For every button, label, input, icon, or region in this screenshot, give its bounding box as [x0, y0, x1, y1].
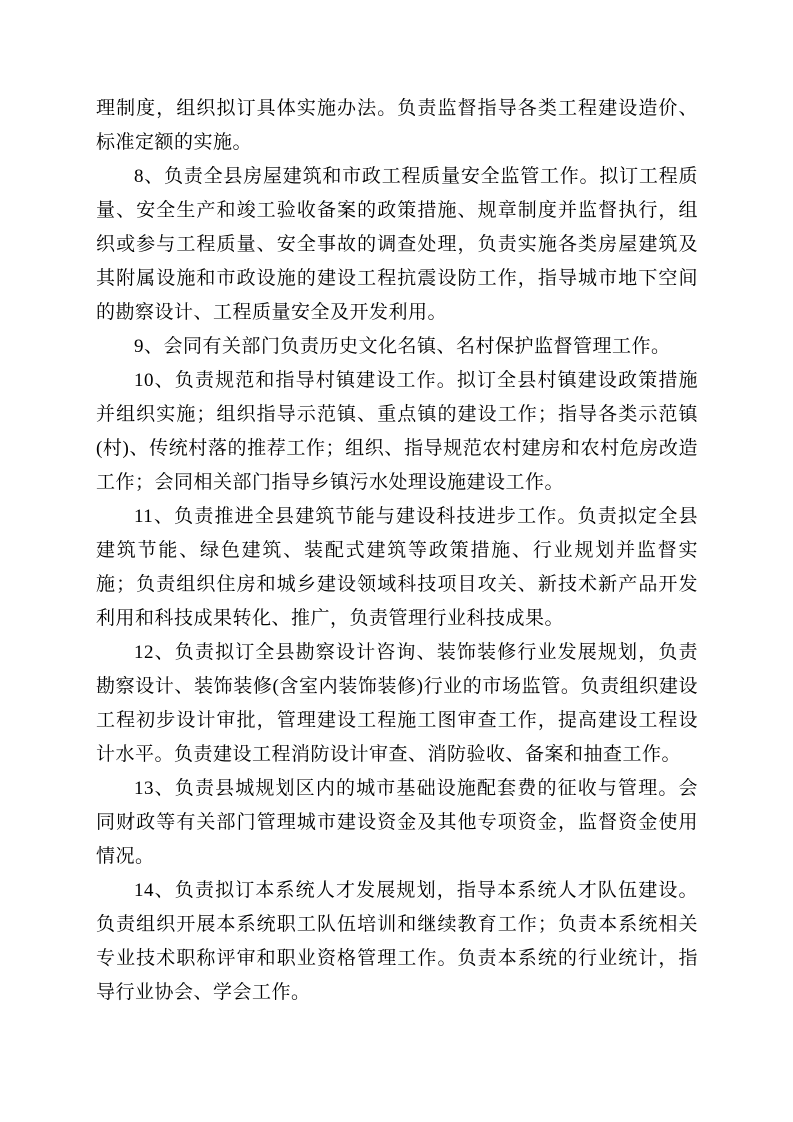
paragraph-item-10: 10、负责规范和指导村镇建设工作。拟订全县村镇建设政策措施并组织实施；组织指导示范镇、重点镇的建设工作；指导各类示范镇(村)、传统村落的推荐工作；组织、指导规范农村建房和农村危房改造工作；会同相关部门指导乡镇污水处理设施建设工作。 [96, 370, 698, 493]
paragraph-item-14: 14、负责拟订本系统人才发展规划，指导本系统人才队伍建设。负责组织开展本系统职工队伍培训和继续教育工作；负责本系统相关专业技术职称评审和职业资格管理工作。负责本系统的行业统计，指导行业协会、学会工作。 [96, 880, 698, 1003]
paragraph-item-9: 9、会同有关部门负责历史文化名镇、名村保护监督管理工作。 [134, 336, 671, 357]
paragraph-item-13: 13、负责县城规划区内的城市基础设施配套费的征收与管理。会同财政等有关部门管理城市建设资金及其他专项资金，监督资金使用情况。 [96, 778, 698, 867]
document-content [96, 92, 698, 1010]
paragraph-continuation: 理制度，组织拟订具体实施办法。负责监督指导各类工程建设造价、标准定额的实施。 [96, 98, 698, 153]
paragraph-item-11: 11、负责推进全县建筑节能与建设科技进步工作。负责拟定全县建筑节能、绿色建筑、装配式建筑等政策措施、行业规划并监督实施；负责组织住房和城乡建设领域科技项目攻关、新技术新产品开发利用和科技成果转化、推广，负责管理行业科技成果。 [96, 506, 698, 629]
paragraph-item-8: 8、负责全县房屋建筑和市政工程质量安全监管工作。拟订工程质量、安全生产和竣工验收备案的政策措施、规章制度并监督执行，组织或参与工程质量、安全事故的调查处理，负责实施各类房屋建筑及其附属设施和市政设施的建设工程抗震设防工作，指导城市地下空间的勘察设计、工程质量安全及开发利用。 [96, 166, 698, 323]
paragraph-item-12: 12、负责拟订全县勘察设计咨询、装饰装修行业发展规划，负责勘察设计、装饰装修(含室内装饰装修)行业的市场监管。负责组织建设工程初步设计审批，管理建设工程施工图审查工作，提高建设工程设计水平。负责建设工程消防设计审查、消防验收、备案和抽查工作。 [96, 642, 698, 765]
